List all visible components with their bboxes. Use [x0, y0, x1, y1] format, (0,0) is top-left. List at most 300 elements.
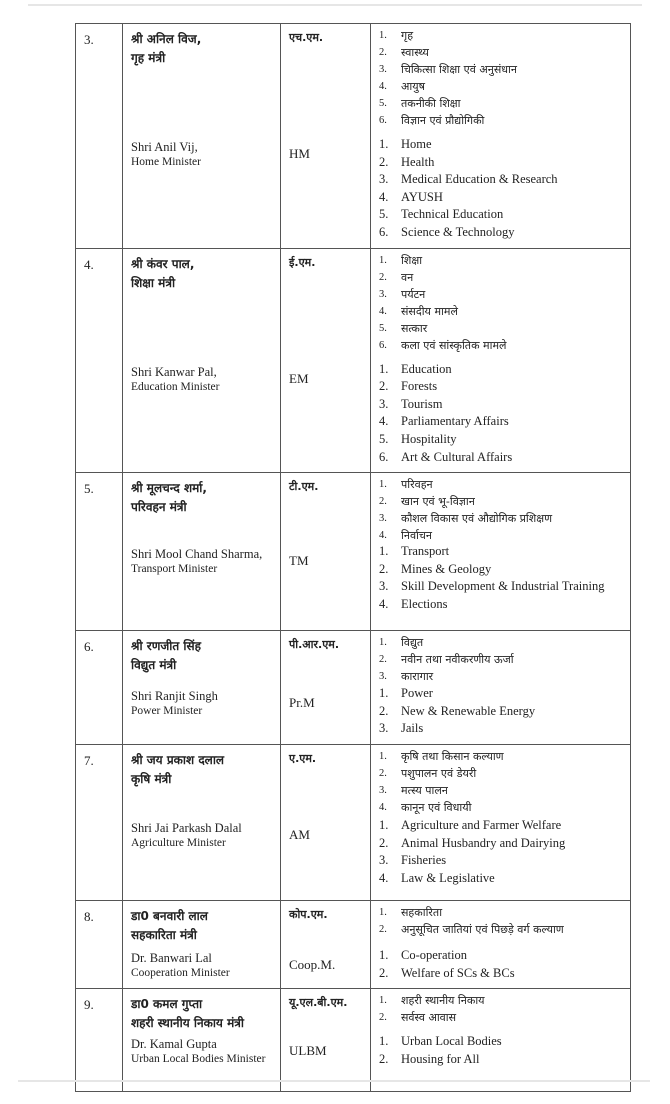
- item-number: 1.: [379, 637, 387, 649]
- hindi-portfolio-block: [371, 249, 630, 359]
- portfolio-item: [379, 634, 624, 651]
- serial-number: 4.: [84, 256, 94, 272]
- item-number: 4.: [379, 189, 389, 204]
- item-number: 1.: [379, 686, 389, 701]
- item-number: 2.: [379, 154, 389, 169]
- name-cell: [123, 24, 281, 249]
- item-number: 1.: [379, 479, 387, 491]
- item-number: 2.: [379, 965, 389, 980]
- english-portfolio-block: [371, 683, 630, 744]
- portfolio-item: [379, 817, 624, 835]
- item-number: 3.: [379, 396, 389, 411]
- portfolio-text: पशुपालन एवं डेयरी: [401, 766, 477, 780]
- minister-title-english: Education Minister: [131, 380, 220, 393]
- serial-number: 8.: [84, 908, 94, 924]
- portfolio-list-english: [379, 543, 624, 613]
- abbreviation-hindi: ए.एम.: [289, 751, 317, 765]
- portfolio-item: [379, 136, 624, 154]
- portfolio-item: [379, 44, 624, 61]
- portfolio-list-hindi: [379, 634, 624, 685]
- hindi-name-block: [123, 745, 280, 815]
- portfolio-item: [379, 224, 624, 242]
- item-number: 4.: [379, 530, 387, 542]
- portfolio-item: [379, 870, 624, 888]
- portfolio-text: कला एवं सांस्कृतिक मामले: [401, 338, 507, 352]
- item-number: 6.: [379, 449, 389, 464]
- english-portfolio-block: [371, 541, 630, 619]
- serial-cell: [76, 473, 123, 631]
- portfolio-item: [379, 651, 624, 668]
- portfolio-text: खान एवं भू-विज्ञान: [401, 495, 475, 509]
- minister-title-english: Agriculture Minister: [131, 836, 226, 849]
- portfolio-text: पर्यटन: [401, 287, 426, 301]
- english-portfolio-block: [371, 134, 630, 248]
- item-number: 1.: [379, 1034, 389, 1049]
- portfolio-text: Co-operation: [401, 947, 467, 962]
- portfolio-item: [379, 449, 624, 467]
- portfolio-text: सर्वस्व आवास: [401, 1011, 457, 1025]
- portfolio-text: Welfare of SCs & BCs: [401, 965, 515, 980]
- item-number: 1.: [379, 906, 387, 918]
- minister-row: [76, 989, 631, 1092]
- portfolio-item: [379, 561, 624, 579]
- item-number: 2.: [379, 1012, 387, 1024]
- portfolio-text: Jails: [401, 721, 424, 736]
- name-cell: [123, 631, 281, 745]
- hindi-abbr-block: [281, 901, 370, 945]
- minister-name-hindi: श्री रणजीत सिंह: [131, 639, 201, 654]
- english-abbr-block: [281, 815, 370, 849]
- item-number: 1.: [379, 817, 389, 832]
- serial-number: 9.: [84, 997, 94, 1013]
- portfolio-item: [379, 61, 624, 78]
- portfolio-cell: [371, 473, 631, 631]
- portfolio-list-hindi: [379, 252, 624, 354]
- hindi-name-block: [123, 631, 280, 683]
- item-number: 1.: [379, 947, 389, 962]
- portfolio-item: [379, 835, 624, 853]
- minister-name-english: Shri Mool Chand Sharma,: [131, 547, 263, 562]
- minister-title-hindi: शहरी स्थानीय निकाय मंत्री: [131, 1016, 244, 1031]
- item-number: 2.: [379, 47, 387, 58]
- portfolio-list-english: [379, 685, 624, 738]
- item-number: 2.: [379, 379, 389, 394]
- item-number: 2.: [379, 561, 389, 576]
- portfolio-text: Housing for All: [401, 1051, 480, 1066]
- serial-cell: [76, 248, 123, 473]
- item-number: 2.: [379, 923, 387, 935]
- abbreviation-cell: [281, 248, 371, 473]
- portfolio-item: [379, 206, 624, 224]
- portfolio-text: Urban Local Bodies: [401, 1034, 502, 1049]
- abbreviation-cell: [281, 744, 371, 900]
- abbreviation-cell: [281, 900, 371, 988]
- hindi-abbr-block: [281, 249, 370, 359]
- portfolio-text: Science & Technology: [401, 224, 515, 239]
- item-number: 3.: [379, 853, 389, 868]
- portfolio-list-hindi: [379, 992, 624, 1026]
- item-number: 5.: [379, 431, 389, 446]
- minister-row: [76, 24, 631, 249]
- minister-name-hindi: डा0 कमल गुप्ता: [131, 997, 203, 1012]
- portfolio-item: [379, 27, 624, 44]
- portfolio-item: [379, 947, 624, 965]
- english-name-block: [123, 1031, 280, 1073]
- portfolio-text: Fisheries: [401, 853, 447, 868]
- portfolio-text: Parliamentary Affairs: [401, 414, 509, 429]
- abbreviation-hindi: एच.एम.: [289, 31, 324, 44]
- minister-name-english: Dr. Kamal Gupta: [131, 1037, 217, 1052]
- abbreviation-english: HM: [289, 146, 310, 161]
- name-cell: [123, 473, 281, 631]
- portfolio-item: [379, 189, 624, 207]
- portfolio-text: Health: [401, 154, 435, 169]
- portfolio-item: [379, 112, 624, 129]
- portfolio-text: Skill Development & Industrial Training: [401, 579, 605, 594]
- portfolio-text: कृषि तथा किसान कल्याण: [401, 749, 504, 763]
- item-number: 5.: [379, 207, 389, 222]
- hindi-name-block: [123, 249, 280, 359]
- minister-title-english: Transport Minister: [131, 563, 218, 576]
- portfolio-text: संसदीय मामले: [401, 304, 458, 318]
- name-cell: [123, 989, 281, 1092]
- portfolio-list-hindi: [379, 748, 624, 816]
- english-abbr-block: [281, 134, 370, 168]
- portfolio-cell: [371, 989, 631, 1092]
- portfolio-item: [379, 431, 624, 449]
- english-portfolio-block: [371, 945, 630, 988]
- english-abbr-block: [281, 359, 370, 393]
- item-number: 1.: [379, 361, 389, 376]
- hindi-name-block: [123, 989, 280, 1031]
- portfolio-item: [379, 95, 624, 112]
- portfolio-text: विद्युत: [401, 636, 424, 650]
- portfolio-list-english: [379, 361, 624, 467]
- minister-name-hindi: श्री मूलचन्द शर्मा,: [131, 481, 207, 496]
- portfolio-list-english: [379, 947, 624, 982]
- portfolio-text: शहरी स्थानीय निकाय: [401, 994, 485, 1008]
- portfolio-item: [379, 78, 624, 95]
- hindi-abbr-block: [281, 745, 370, 815]
- portfolio-text: Medical Education & Research: [401, 172, 558, 187]
- hindi-portfolio-block: [371, 473, 630, 541]
- portfolio-item: [379, 904, 624, 921]
- english-portfolio-block: [371, 1031, 630, 1074]
- hindi-name-block: [123, 901, 280, 945]
- english-abbr-block: [281, 541, 370, 575]
- minister-title-hindi: परिवहन मंत्री: [131, 500, 187, 515]
- portfolio-list-hindi: [379, 476, 624, 544]
- minister-name-english: Shri Jai Parkash Dalal: [131, 820, 242, 835]
- serial-cell: [76, 631, 123, 745]
- hindi-abbr-block: [281, 24, 370, 134]
- portfolio-item: [379, 720, 624, 738]
- portfolio-text: Forests: [401, 379, 438, 394]
- portfolio-text: Technical Education: [401, 207, 504, 222]
- minister-title-hindi: गृह मंत्री: [131, 51, 166, 65]
- portfolio-list-english: [379, 817, 624, 887]
- portfolio-text: Hospitality: [401, 431, 457, 446]
- english-portfolio-block: [371, 359, 630, 473]
- portfolio-text: परिवहन: [401, 478, 433, 492]
- portfolio-item: [379, 748, 624, 765]
- item-number: 2.: [379, 835, 389, 850]
- item-number: 2.: [379, 271, 387, 283]
- minister-name-hindi: डा0 बनवारी लाल: [131, 908, 208, 923]
- portfolio-item: [379, 171, 624, 189]
- portfolio-list-hindi: [379, 27, 624, 129]
- portfolio-item: [379, 596, 624, 614]
- minister-title-hindi: सहकारिता मंत्री: [131, 927, 197, 942]
- english-name-block: [123, 815, 280, 857]
- portfolio-text: शिक्षा: [401, 253, 423, 267]
- item-number: 1.: [379, 995, 387, 1007]
- portfolio-item: [379, 269, 624, 286]
- portfolio-item: [379, 413, 624, 431]
- portfolio-item: [379, 852, 624, 870]
- abbreviation-cell: [281, 989, 371, 1092]
- portfolio-item: [379, 1009, 624, 1026]
- abbreviation-cell: [281, 631, 371, 745]
- portfolio-text: गृह: [401, 29, 414, 42]
- hindi-name-block: [123, 24, 280, 134]
- english-abbr-block: [281, 683, 370, 717]
- portfolio-text: कौशल विकास एवं औद्योगिक प्रशिक्षण: [401, 512, 553, 526]
- portfolio-item: [379, 378, 624, 396]
- item-number: 2.: [379, 767, 387, 779]
- portfolio-item: [379, 252, 624, 269]
- portfolio-text: नवीन तथा नवीकरणीय ऊर्जा: [401, 653, 514, 667]
- item-number: 3.: [379, 671, 387, 683]
- serial-number: 7.: [84, 752, 94, 768]
- english-name-block: [123, 683, 280, 725]
- minister-title-hindi: शिक्षा मंत्री: [131, 275, 176, 290]
- hindi-abbr-block: [281, 473, 370, 541]
- portfolio-item: [379, 685, 624, 703]
- portfolio-text: AYUSH: [401, 189, 443, 204]
- portfolio-cell: [371, 900, 631, 988]
- hindi-portfolio-block: [371, 745, 630, 815]
- item-number: 4.: [379, 870, 389, 885]
- abbreviation-english: Coop.M.: [289, 956, 336, 972]
- minister-row: [76, 248, 631, 473]
- item-number: 6.: [379, 339, 387, 351]
- serial-cell: [76, 900, 123, 988]
- minister-name-english: Shri Anil Vij,: [131, 140, 198, 154]
- english-abbr-block: [281, 1031, 370, 1065]
- portfolio-text: सत्कार: [401, 321, 428, 335]
- portfolio-item: [379, 320, 624, 337]
- minister-row: [76, 900, 631, 988]
- portfolio-text: Animal Husbandry and Dairying: [401, 835, 566, 850]
- item-number: 3.: [379, 784, 387, 796]
- portfolio-item: [379, 476, 624, 493]
- portfolio-item: [379, 543, 624, 561]
- portfolio-text: Transport: [401, 544, 450, 559]
- abbreviation-english: ULBM: [289, 1043, 327, 1059]
- portfolio-item: [379, 361, 624, 379]
- minister-title-english: Cooperation Minister: [131, 966, 230, 979]
- hindi-abbr-block: [281, 989, 370, 1031]
- portfolio-text: वन: [401, 270, 414, 284]
- portfolio-item: [379, 303, 624, 320]
- minister-name-english: Shri Ranjit Singh: [131, 689, 218, 704]
- portfolio-text: Elections: [401, 596, 448, 611]
- portfolio-item: [379, 965, 624, 983]
- item-number: 5.: [379, 322, 387, 334]
- portfolio-item: [379, 286, 624, 303]
- portfolio-text: मत्स्य पालन: [401, 783, 448, 797]
- english-abbr-block: [281, 945, 370, 979]
- english-name-block: [123, 359, 280, 401]
- minister-name-hindi: श्री जय प्रकाश दलाल: [131, 752, 225, 767]
- minister-title-english: Home Minister: [131, 156, 201, 168]
- english-name-block: [123, 541, 280, 583]
- hindi-portfolio-block: [371, 24, 630, 134]
- portfolio-list-english: [379, 136, 624, 242]
- portfolio-item: [379, 765, 624, 782]
- portfolio-item: [379, 782, 624, 799]
- abbreviation-english: AM: [289, 826, 310, 842]
- scan-top-edge: [28, 4, 642, 6]
- item-number: 1.: [379, 544, 389, 559]
- serial-number: 6.: [84, 639, 94, 655]
- portfolio-item: [379, 1051, 624, 1069]
- portfolio-text: अनुसूचित जातियां एवं पिछड़े वर्ग कल्याण: [401, 922, 564, 936]
- abbreviation-cell: [281, 24, 371, 249]
- item-number: 1.: [379, 254, 387, 266]
- item-number: 2.: [379, 1051, 389, 1066]
- portfolio-item: [379, 337, 624, 354]
- item-number: 4.: [379, 596, 389, 611]
- minister-title-english: Urban Local Bodies Minister: [131, 1053, 266, 1066]
- portfolio-item: [379, 510, 624, 527]
- minister-name-english: Dr. Banwari Lal: [131, 950, 212, 965]
- portfolio-text: कारागार: [401, 670, 434, 684]
- abbreviation-hindi: कोप.एम.: [289, 907, 328, 921]
- portfolio-text: Law & Legislative: [401, 870, 495, 885]
- minister-title-hindi: विद्युत मंत्री: [131, 658, 177, 673]
- abbreviation-english: TM: [289, 553, 309, 569]
- portfolio-text: सहकारिता: [401, 905, 443, 919]
- serial-number: 3.: [84, 32, 94, 47]
- portfolio-cell: [371, 744, 631, 900]
- item-number: 1.: [379, 750, 387, 762]
- english-portfolio-block: [371, 815, 630, 893]
- minister-title-hindi: कृषि मंत्री: [131, 771, 172, 786]
- item-number: 6.: [379, 115, 387, 126]
- portfolio-text: विज्ञान एवं प्रौद्योगिकी: [401, 114, 485, 127]
- portfolio-item: [379, 1033, 624, 1051]
- minister-name-hindi: श्री कंवर पाल,: [131, 256, 195, 271]
- portfolio-text: Power: [401, 686, 433, 701]
- hindi-portfolio-block: [371, 901, 630, 945]
- portfolio-text: Agriculture and Farmer Welfare: [401, 817, 562, 832]
- abbreviation-hindi: टी.एम.: [289, 480, 319, 494]
- minister-name-english: Shri Kanwar Pal,: [131, 364, 217, 379]
- portfolio-text: स्वास्थ्य: [401, 46, 429, 59]
- serial-cell: [76, 24, 123, 249]
- portfolio-text: Home: [401, 137, 432, 151]
- portfolio-text: कानून एवं विधायी: [401, 800, 472, 814]
- portfolio-item: [379, 992, 624, 1009]
- item-number: 3.: [379, 721, 389, 736]
- portfolio-table: [75, 23, 631, 1092]
- portfolio-text: तकनीकी शिक्षा: [401, 97, 461, 110]
- item-number: 3.: [379, 288, 387, 300]
- portfolio-text: चिकित्सा शिक्षा एवं अनुसंधान: [401, 63, 517, 76]
- portfolio-item: [379, 921, 624, 938]
- minister-name-hindi: श्री अनिल विज,: [131, 32, 202, 46]
- portfolio-item: [379, 154, 624, 172]
- hindi-portfolio-block: [371, 631, 630, 683]
- item-number: 2.: [379, 654, 387, 666]
- portfolio-cell: [371, 248, 631, 473]
- portfolio-item: [379, 799, 624, 816]
- serial-cell: [76, 989, 123, 1092]
- portfolio-text: निर्वाचन: [401, 529, 433, 543]
- portfolio-text: Education: [401, 361, 452, 376]
- item-number: 4.: [379, 414, 389, 429]
- portfolio-cell: [371, 631, 631, 745]
- item-number: 4.: [379, 81, 387, 92]
- abbreviation-english: EM: [289, 370, 309, 386]
- item-number: 3.: [379, 513, 387, 525]
- portfolio-item: [379, 703, 624, 721]
- abbreviation-hindi: पी.आर.एम.: [289, 638, 340, 652]
- serial-cell: [76, 744, 123, 900]
- portfolio-item: [379, 578, 624, 596]
- item-number: 1.: [379, 30, 387, 41]
- abbreviation-hindi: ई.एम.: [289, 255, 316, 269]
- serial-number: 5.: [84, 481, 94, 497]
- item-number: 3.: [379, 579, 389, 594]
- portfolio-text: Art & Cultural Affairs: [401, 449, 513, 464]
- scan-bottom-edge: [18, 1080, 650, 1082]
- portfolio-text: Mines & Geology: [401, 561, 492, 576]
- item-number: 3.: [379, 172, 389, 187]
- name-cell: [123, 744, 281, 900]
- hindi-name-block: [123, 473, 280, 541]
- hindi-abbr-block: [281, 631, 370, 683]
- portfolio-item: [379, 493, 624, 510]
- item-number: 2.: [379, 703, 389, 718]
- minister-row: [76, 631, 631, 745]
- portfolio-list-english: [379, 1033, 624, 1068]
- item-number: 4.: [379, 801, 387, 813]
- abbreviation-cell: [281, 473, 371, 631]
- english-name-block: [123, 134, 280, 176]
- abbreviation-english: Pr.M: [289, 695, 315, 711]
- item-number: 6.: [379, 224, 389, 239]
- item-number: 1.: [379, 137, 389, 151]
- minister-row: [76, 473, 631, 631]
- hindi-portfolio-block: [371, 989, 630, 1031]
- portfolio-list-hindi: [379, 904, 624, 938]
- abbreviation-hindi: यू.एल.बी.एम.: [289, 996, 348, 1010]
- portfolio-text: आयुष: [401, 80, 425, 93]
- item-number: 4.: [379, 305, 387, 317]
- english-name-block: [123, 945, 280, 987]
- minister-row: [76, 744, 631, 900]
- name-cell: [123, 900, 281, 988]
- portfolio-text: Tourism: [401, 396, 443, 411]
- item-number: 3.: [379, 64, 387, 75]
- minister-title-english: Power Minister: [131, 705, 203, 718]
- portfolio-text: New & Renewable Energy: [401, 703, 536, 718]
- item-number: 5.: [379, 98, 387, 109]
- item-number: 2.: [379, 496, 387, 508]
